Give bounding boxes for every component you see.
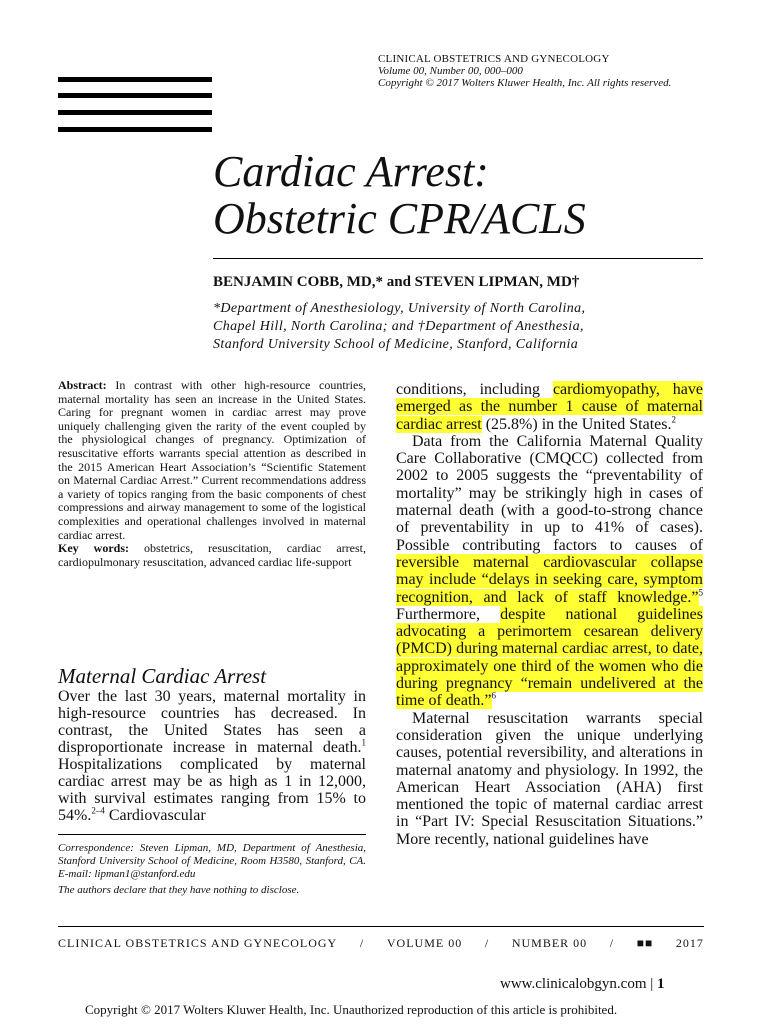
journal-volume: Volume 00, Number 00, 000–000 xyxy=(378,65,523,77)
footer-separator: / xyxy=(609,936,615,950)
disclosure-text: The authors declare that they have nothing to disclose. xyxy=(58,884,300,896)
footer-year: 2017 xyxy=(675,936,704,950)
affiliation-line: *Department of Anesthesiology, University of North Carolina, xyxy=(213,301,586,316)
right-column xyxy=(396,381,703,848)
keywords-label: Key words: xyxy=(58,541,130,556)
header-bar xyxy=(58,93,212,98)
page-separator: | xyxy=(650,976,654,992)
footer-separator: / xyxy=(484,936,490,950)
footnote-rule xyxy=(58,834,366,835)
title-line-2: Obstetric CPR/ACLS xyxy=(213,194,586,243)
copyright-notice: Copyright © 2017 Wolters Kluwer Health, Inc. Unauthorized reproduction of this article is prohibited. xyxy=(85,1002,618,1017)
reference-marker: 6 xyxy=(491,691,497,702)
affiliation-line: Stanford University School of Medicine, Stanford, California xyxy=(213,337,579,352)
header-bar xyxy=(58,110,212,115)
journal-info xyxy=(378,53,671,89)
journal-name: CLINICAL OBSTETRICS AND GYNECOLOGY xyxy=(378,53,610,65)
paragraph: Maternal resuscitation warrants special consideration given the unique underlying causes, potential reversibility, and alterations in maternal anatomy and physiology. In 1992, the American Heart Association (AHA) first mentioned the topic of maternal cardiac arrest in “Part IV: Special Resuscitation Situations.” More recently, national guidelines have xyxy=(396,709,703,848)
footer-marks: ■■ xyxy=(636,936,654,950)
abstract xyxy=(58,379,366,569)
article-title xyxy=(213,148,586,242)
abstract-label: Abstract: xyxy=(58,378,107,392)
header-bar xyxy=(58,77,212,82)
footer-rule xyxy=(58,926,704,927)
body-text: (25.8%) in the United States. xyxy=(481,415,672,433)
highlight: despite national guidelines advocating a perimortem cesarean delivery (PMCD) during maternal cardiac arrest, to date, approximately one third of the women who die during pregnancy “remain undelivered at the time of death.” xyxy=(396,605,703,710)
section-heading: Maternal Cardiac Arrest xyxy=(58,664,267,688)
header-bar xyxy=(58,127,212,132)
journal-copyright: Copyright © 2017 Wolters Kluwer Health, Inc. All rights reserved. xyxy=(378,77,672,89)
page-url-line xyxy=(500,976,665,993)
title-rule xyxy=(213,258,703,259)
abstract-text: In contrast with other high-resource countries, maternal mortality has seen an increase in the United States. Caring for pregnant women in cardiac arrest may prove uniquely challenging given the rarity of the event coupled by the physiological changes of pregnancy. Optimization of resuscitative efforts warrants special attention as described in the 2015 American Heart Association’s “Scientific Statement on Maternal Cardiac Arrest.” Current recommendations address a variety of topics ranging from the basic components of chest compressions and airway management to some of the logistical complexities and operational challenges involved in maternal cardiac arrest. xyxy=(58,378,366,542)
affiliations xyxy=(213,300,585,354)
intro-text: Cardiovascular xyxy=(104,807,206,824)
footer-volume: VOLUME 00 xyxy=(386,936,463,950)
footer-journal: CLINICAL OBSTETRICS AND GYNECOLOGY xyxy=(58,936,338,950)
title-line-1: Cardiac Arrest: xyxy=(213,147,489,196)
intro-text: Over the last 30 years, maternal mortality in high-resource countries has decreased. In contrast, the United States has seen a disproportionate increase in maternal death. xyxy=(58,688,366,756)
page-number: 1 xyxy=(657,976,665,992)
body-text: conditions, including xyxy=(396,381,553,398)
paragraph xyxy=(396,381,703,433)
body-text: Furthermore, xyxy=(396,605,501,623)
body-text: Data from the California Maternal Quality Care Collaborative (CMQCC) collected from 2002 to 2005 suggests the “preventability of mortality” may be strikingly high in cases of maternal death (with a good-to-strong chance of preventability in up to 41% of cases). Possible contributing factors to causes of xyxy=(396,432,703,554)
running-footer xyxy=(58,936,704,951)
reference-marker: 1 xyxy=(361,737,366,748)
highlight: reversible maternal cardiovascular collapse may include “delays in seeking care, symptom recognition, and lack of staff knowledge.” xyxy=(396,553,703,606)
intro-text: Hospitalizations complicated by maternal cardiac arrest may be as high as 1 in 12,000, with survival estimates ranging from 15% to 54%. xyxy=(58,756,366,824)
footer-number: NUMBER 00 xyxy=(511,936,588,950)
journal-url[interactable]: www.clinicalobgyn.com xyxy=(500,976,647,992)
reference-marker: 2–4 xyxy=(91,805,105,816)
authors: BENJAMIN COBB, MD,* and STEVEN LIPMAN, MD† xyxy=(213,274,580,290)
reference-marker: 2 xyxy=(671,414,676,425)
paragraph xyxy=(396,433,703,710)
correspondence-text: Correspondence: Steven Lipman, MD, Department of Anesthesia, Stanford University School of Medicine, Room H3580, Stanford, CA. E-mail: lipman1@stanford.edu xyxy=(58,842,366,880)
intro-paragraph xyxy=(58,688,366,824)
keywords-text: obstetrics, resuscitation, cardiac arrest, cardiopulmonary resuscitation, advanced cardiac life-support xyxy=(58,541,366,569)
correspondence xyxy=(58,842,366,897)
affiliation-line: Chapel Hill, North Carolina; and †Department of Anesthesia, xyxy=(213,319,584,334)
highlight: cardiomyopathy, have emerged as the number 1 cause of maternal cardiac arrest xyxy=(396,381,703,433)
footer-separator: / xyxy=(359,936,365,950)
reference-marker: 5 xyxy=(698,587,703,598)
